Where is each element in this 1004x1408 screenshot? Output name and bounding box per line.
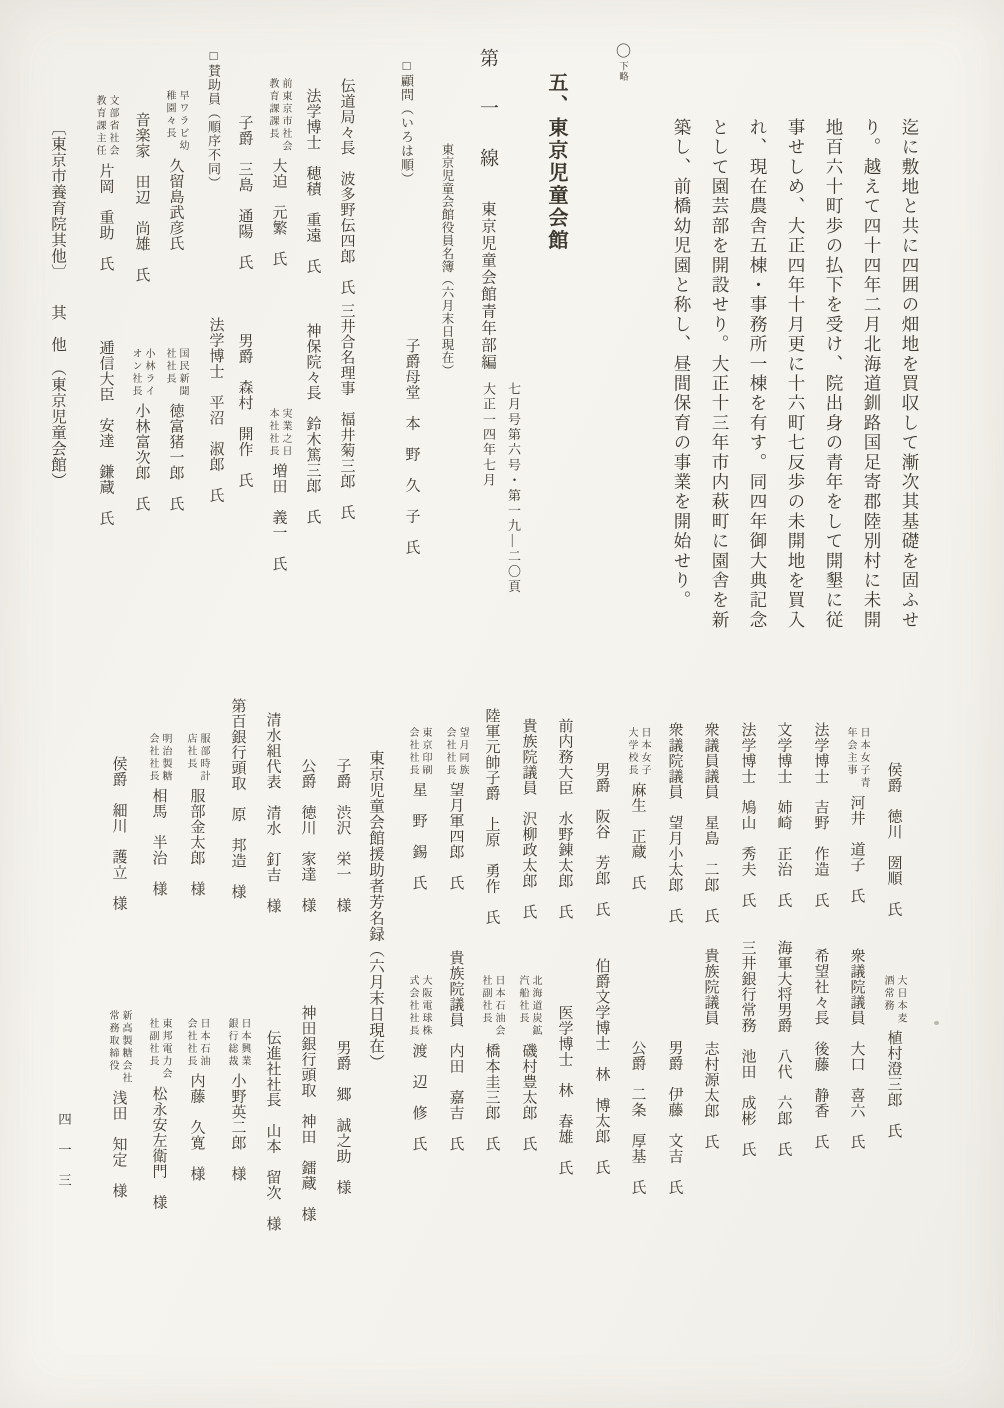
entry-name: 法学博士 吉野 作造 氏 <box>812 722 829 908</box>
supporter-entry <box>509 975 549 1151</box>
supporter-entry <box>545 718 585 920</box>
advisor-entry <box>392 338 432 555</box>
entry-name: 公爵 徳川 家達 様 <box>299 758 316 913</box>
source-citation <box>476 382 526 595</box>
entry-name: 星 野 錫 氏 <box>410 782 427 891</box>
entry-name: 希望社々長 後藤 静香 氏 <box>812 948 829 1150</box>
entry-name: 男爵 阪谷 芳郎 氏 <box>593 762 610 917</box>
entry-name: 神田銀行頭取 神田 鐳蔵 様 <box>299 1005 316 1222</box>
entry-name: 伯爵文学博士 林 博太郎 氏 <box>593 958 610 1175</box>
entry-name: 三井銀行常務 池田 成彬 氏 <box>739 940 756 1157</box>
supporter-entry <box>196 317 236 503</box>
supporter-entry <box>509 718 549 920</box>
supporter-entry <box>399 975 439 1151</box>
supporter-entry <box>156 348 196 512</box>
supporter-entry <box>582 762 622 917</box>
supporter-entry <box>618 1040 658 1195</box>
entry-title-small: 服部時計 店社長 <box>185 733 209 783</box>
supporter-entry <box>691 948 731 1150</box>
supporter-entry <box>764 722 804 908</box>
supporter-entry <box>691 722 731 924</box>
entry-title-small: 小林ライ オン社長 <box>130 348 154 398</box>
entry-name: 法学博士 穂積 重遠 氏 <box>304 88 321 274</box>
entry-title-small: 東邦電力会 社副社長 <box>147 1018 171 1081</box>
entry-name: 文学博士 姉崎 正治 氏 <box>775 722 792 908</box>
source-issue: 七月号第六号・第一九—二〇頁 <box>506 382 521 595</box>
donor-entry <box>177 1018 217 1182</box>
entry-title-small: 日本女子 大学校長 <box>626 727 650 777</box>
entry-name: 三井合名理事 福井菊三郎 氏 <box>338 303 355 520</box>
supporter-entry <box>874 975 914 1139</box>
entry-name: 医学博士 林 春雄 氏 <box>556 1005 573 1176</box>
paragraph-line: として園芸部を開設せり。大正十三年市内萩町に園舎を新 <box>710 118 730 631</box>
entry-name: 陸軍元帥子爵 上原 勇作 氏 <box>483 708 500 925</box>
paragraph-line: 事せしめ、大正四年十月更に十六町七反歩の未開地を買入 <box>786 118 806 631</box>
entry-name: 公爵 二条 厚基 氏 <box>629 1040 646 1195</box>
donor-entry <box>323 758 363 913</box>
paragraph-line: り。越えて四十四年二月北海道釧路国足寄郡陸別村に未開 <box>862 118 882 631</box>
margin-note-text: 下略 <box>617 61 627 82</box>
entry-title-small: 新高製糖会社 常務取締役 <box>107 1010 131 1085</box>
entry-name: 海軍大将男爵 八代 六郎 氏 <box>775 940 792 1157</box>
donor-entry <box>253 712 293 914</box>
donors-heading: 東京児童会館援助者芳名録（六月末日現在） <box>367 750 384 1070</box>
entry-title-small: 文部省社会 教育課主任 <box>94 95 118 158</box>
entry-name: 音楽家 田辺 尚雄 氏 <box>133 112 150 283</box>
margin-note-mark: 〇 <box>614 43 630 58</box>
supporter-entry <box>122 112 162 283</box>
entry-name: 衆議院議員 望月小太郎 氏 <box>666 722 683 924</box>
entry-title-small: 大日本麦 酒常務 <box>882 975 906 1025</box>
supporter-entry <box>655 722 695 924</box>
entry-title-small: 国民新聞 社社長 <box>164 348 188 398</box>
entry-name: 伝道局々長 波多野伝四郎 氏 <box>338 78 355 295</box>
running-title: 〔東京市養育院其他〕 其 他 （東京児童会館） <box>49 120 66 489</box>
source-title-sub: 東京児童会館青年部編 <box>479 201 496 371</box>
entry-name: 望月軍四郎 氏 <box>447 782 464 891</box>
entry-name: 片岡 重助 氏 <box>97 162 114 271</box>
margin-note <box>612 43 633 82</box>
entry-name: 小野英二郎 様 <box>229 1073 246 1182</box>
supporter-entry <box>86 95 126 271</box>
entry-title-small: 日本女子青 年会主事 <box>845 727 869 790</box>
advisor-entry <box>327 78 367 295</box>
entry-title-small: 実業之日 本社社長 <box>267 408 291 458</box>
supporter-entry <box>436 727 476 891</box>
supporter-entry <box>472 708 512 925</box>
donor-entry <box>139 1018 179 1210</box>
entry-title-small: 北海道炭鉱 汽船社長 <box>517 975 541 1038</box>
paragraph-line: れ、現在農舎五棟・事務所一棟を有す。同四年御大典記念 <box>748 118 768 631</box>
entry-title-small: 早ワラビ幼 稚園々長 <box>164 90 188 153</box>
supporter-entry <box>837 727 877 903</box>
donor-entry <box>99 1010 139 1199</box>
donor-entry <box>218 1018 258 1182</box>
entry-name: 麻生 正蔵 氏 <box>629 782 646 891</box>
entry-name: 子爵 渋沢 栄一 様 <box>334 758 351 913</box>
entry-name: 男爵 森村 開作 氏 <box>236 333 253 488</box>
source-title-main: 第 一 線 <box>477 48 498 173</box>
supporter-entry <box>122 348 162 512</box>
advisor-entry <box>293 323 333 525</box>
roster-heading: 東京児童会館役員名簿（六月末日現在） <box>440 143 454 377</box>
entry-name: 久留島武彦氏 <box>167 157 184 251</box>
entry-name: 男爵 郷 誠之助 様 <box>334 1040 351 1195</box>
entry-name: 磯村豊太郎 氏 <box>520 1042 537 1151</box>
entry-name: 前内務大臣 水野錬太郎 氏 <box>556 718 573 920</box>
entry-name: 男爵 伊藤 文吉 氏 <box>666 1040 683 1195</box>
entry-name: 神保院々長 鈴木篤三郎 氏 <box>304 323 321 525</box>
advisor-entry <box>259 78 299 267</box>
entry-name: 浅田 知定 様 <box>110 1090 127 1199</box>
donor-entry <box>177 733 217 897</box>
entry-title-small: 望月同族 会社社長 <box>444 727 468 777</box>
supporter-entry <box>618 727 658 891</box>
scan-speck <box>934 1021 939 1025</box>
source-date: 大正一四年七月 <box>481 382 496 489</box>
entry-name: 子爵 三島 通陽 氏 <box>236 115 253 270</box>
supporter-entry <box>874 762 914 917</box>
entry-title-small: 日本興業 銀行総裁 <box>226 1018 250 1068</box>
entry-name: 貴族院議員 内田 嘉吉 氏 <box>447 950 464 1152</box>
entry-name: 貴族院議員 志村源太郎 氏 <box>702 948 719 1150</box>
entry-name: 法学博士 平沼 淑郎 氏 <box>207 317 224 503</box>
entry-title-small: 東京印刷 会社社長 <box>407 727 431 777</box>
supporter-entry <box>399 727 439 891</box>
entry-name: 第百銀行頭取 原 邦造 様 <box>229 698 246 900</box>
entry-name: 橋本圭三郎 氏 <box>483 1042 500 1151</box>
chapter-heading: 五、東京児童会館 <box>545 72 567 252</box>
donor-entry <box>253 1030 293 1232</box>
entry-name: 侯爵 細川 護立 様 <box>110 756 127 911</box>
entry-name: 河井 道子 氏 <box>848 794 865 903</box>
entry-name: 伝進社社長 山本 留次 様 <box>264 1030 281 1232</box>
supporter-entry <box>582 958 622 1175</box>
supporter-entry <box>764 940 804 1157</box>
supporter-entry <box>545 1005 585 1176</box>
entry-name: 相馬 半治 様 <box>150 788 167 897</box>
supporter-entry <box>728 722 768 908</box>
entry-title-small: 明治製糖 会社社長 <box>147 733 171 783</box>
entry-name: 子爵母堂 本 野 久 子 氏 <box>403 338 420 555</box>
supporter-entry <box>728 940 768 1157</box>
paragraph-line: 地百六十町歩の払下を受け、院出身の青年をして開墾に従 <box>824 118 844 631</box>
donor-entry <box>139 733 179 897</box>
entry-name: 服部金太郎 様 <box>188 788 205 897</box>
supporters-heading: □賛助員（順序不同） <box>206 48 221 190</box>
source-title <box>474 48 501 371</box>
body-paragraph <box>663 118 929 642</box>
advisor-entry <box>327 303 367 520</box>
entry-title-small: 前東京市社会 教育課課長 <box>267 78 291 153</box>
supporter-entry <box>655 1040 695 1195</box>
entry-name: 植村澄三郎 氏 <box>885 1030 902 1139</box>
entry-name: 逓信大臣 安達 鎌蔵 氏 <box>97 340 114 526</box>
donor-entry <box>323 1040 363 1195</box>
donor-entry <box>288 1005 328 1222</box>
advisors-heading: □顧問（いろは順） <box>399 58 414 186</box>
entry-name: 大迫 元繁 氏 <box>270 158 287 267</box>
entry-name: 衆議院議員 大口 喜六 氏 <box>848 948 865 1150</box>
advisor-entry <box>259 408 299 572</box>
page-number: 四一三 <box>56 1112 71 1204</box>
advisor-entry <box>293 88 333 274</box>
entry-name: 小林富次郎 氏 <box>133 403 150 512</box>
paragraph-line: 築し、前橋幼児園と称し、昼間保育の事業を開始せり。 <box>672 118 692 611</box>
entry-name: 渡 辺 修 氏 <box>410 1042 427 1151</box>
supporter-entry <box>801 948 841 1150</box>
supporter-entry <box>436 950 476 1152</box>
entry-title-small: 日本石油会 社副社長 <box>480 975 504 1038</box>
donor-entry <box>99 756 139 911</box>
entry-name: 衆議員議員 星島 二郎 氏 <box>702 722 719 924</box>
entry-name: 内藤 久寛 様 <box>188 1073 205 1182</box>
advisor-entry <box>225 115 265 270</box>
entry-name: 清水組代表 清水 釘吉 様 <box>264 712 281 914</box>
entry-name: 貴族院議員 沢柳政太郎 氏 <box>520 718 537 920</box>
supporter-entry <box>86 340 126 526</box>
supporter-entry <box>156 90 196 251</box>
entry-title-small: 大阪電球株 式会社社長 <box>407 975 431 1038</box>
entry-title-small: 日本石油 会社社長 <box>185 1018 209 1068</box>
supporter-entry <box>837 948 877 1150</box>
paragraph-line: 迄に敷地と共に四囲の畑地を買収して漸次其基礎を固ふせ <box>900 118 920 631</box>
entry-name: 法学博士 鳩山 秀夫 氏 <box>739 722 756 908</box>
entry-name: 侯爵 徳川 圀順 氏 <box>885 762 902 917</box>
entry-name: 増田 義一 氏 <box>270 463 287 572</box>
donor-entry <box>218 698 258 900</box>
entry-name: 松永安左衛門 様 <box>150 1085 167 1210</box>
donor-entry <box>288 758 328 913</box>
entry-name: 徳富猪一郎 氏 <box>167 403 184 512</box>
supporter-entry <box>472 975 512 1151</box>
supporter-entry <box>801 722 841 908</box>
